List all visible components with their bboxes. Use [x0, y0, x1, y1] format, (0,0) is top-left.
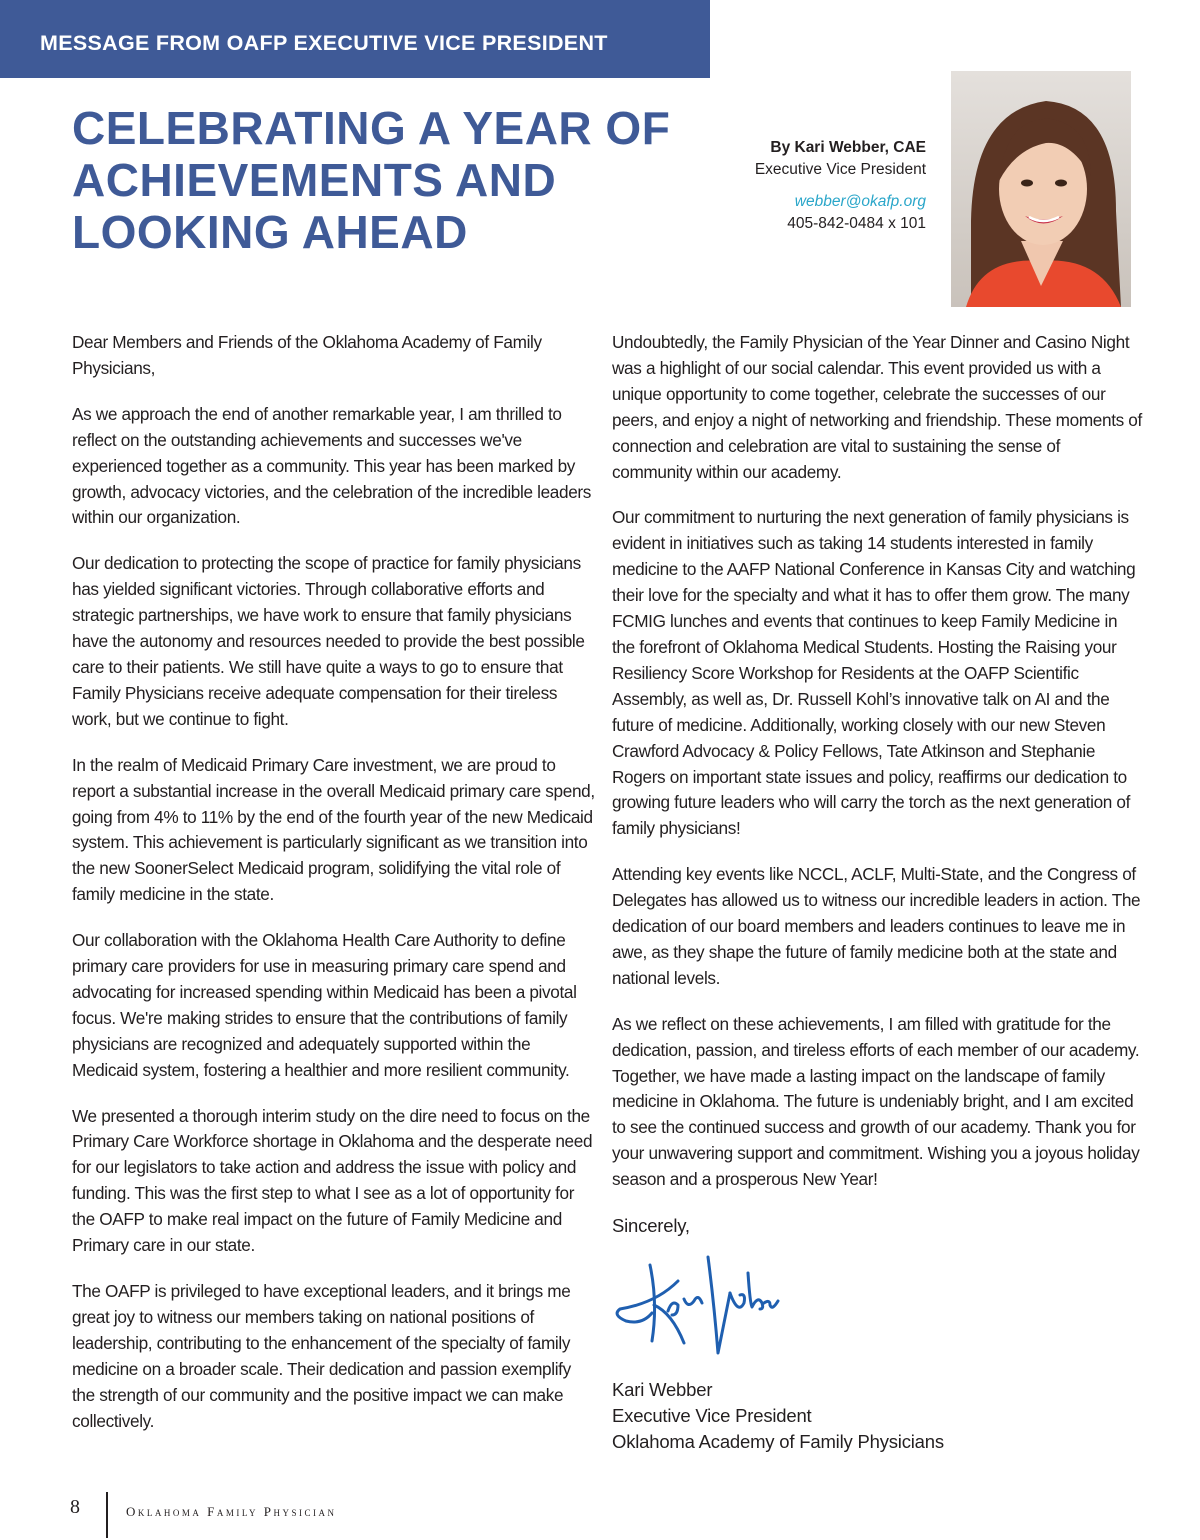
closing-salutation: Sincerely, — [612, 1215, 690, 1237]
publication-name: Oklahoma Family Physician — [126, 1504, 337, 1519]
headline-line: ACHIEVEMENTS AND — [72, 154, 557, 206]
headline-line: LOOKING AHEAD — [72, 206, 468, 258]
article-paragraph: We presented a thorough interim study on the dire need to focus on the Primary Care Workforce shortage in Oklahoma and the desperate need for our legislators to take action and address the issue with policy and funding. This was the first step to what I see as a lot of opportunity for the OAFP to make real impact on the future of Family Medicine and Primary care in our state. — [72, 1105, 593, 1256]
article-paragraph: Our collaboration with the Oklahoma Health Care Authority to define primary care providers for use in measuring primary care spend and advocating for increased spending within Medicaid has been a pivotal focus. We're making strides to ensure that the contributions of family physicians are recognized and adequately supported within the Medicaid system, fostering a healthier and more resilient community. — [72, 930, 577, 1080]
page-number: 8 — [70, 1496, 80, 1518]
handwritten-signature — [612, 1243, 782, 1371]
article-paragraph: Our dedication to protecting the scope of practice for family physicians has yielded significant victories. Through collaborative efforts and strategic partnerships, we have work to ensure that family physicians have the autonomy and resources needed to provide the best possible care to their patients. We still have quite a ways to go to ensure that Family Physicians receive adequate compensation for their tireless work, but we continue to fight. — [72, 553, 585, 729]
signoff-block — [612, 1213, 1142, 1455]
headline-line: CELEBRATING A YEAR OF — [72, 102, 671, 154]
footer-divider — [106, 1492, 108, 1538]
signer-organization: Oklahoma Academy of Family Physicians — [612, 1431, 944, 1453]
author-phone: 405-842-0484 x 101 — [787, 215, 926, 232]
article-paragraph: In the realm of Medicaid Primary Care investment, we are proud to report a substantial increase in the overall Medicaid primary care spend, going from 4% to 11% by the end of the fourth year of the new Medicaid system. This achievement is particularly significant as we transition into the new SoonerSelect Medicaid program, solidifying the vital role of family medicine in the state. — [72, 754, 595, 905]
author-portrait-illustration — [951, 71, 1131, 307]
article-paragraph: As we approach the end of another remarkable year, I am thrilled to reflect on the outstanding achievements and successes we've experienced together as a community. This year has been marked by growth, advocacy victories, and the celebration of the incredible leaders within our organization. — [72, 403, 592, 528]
author-photo — [951, 71, 1131, 307]
article-paragraph: Our commitment to nurturing the next generation of family physicians is evident in initiatives such as taking 14 students interested in family medicine to the AAFP National Conference in Kansas City and watching their love for the specialty and what it has to offer them grow. The many FCMIG lunches and events that continues to keep Family Medicine in the forefront of Oklahoma Medical Students. Hosting the Raising your Resiliency Score Workshop for Residents at the OAFP Scientific Assembly, as well as, Dr. Russell Kohl’s innovative talk on AI and the future of medicine. Additionally, working closely with our new Steven Crawford Advocacy & Policy Fellows, Tate Atkinson and Stephanie Rogers on important state issues and policy, reaffirms our dedication to growing future leaders who will carry the torch as the next generation of family physicians! — [612, 507, 1136, 839]
article-column-right — [612, 330, 1142, 1455]
author-email-link[interactable]: webber@okafp.org — [794, 193, 926, 210]
section-banner — [0, 0, 710, 78]
section-banner-label: MESSAGE FROM OAFP EXECUTIVE VICE PRESIDENT — [40, 31, 608, 55]
article-column-left — [72, 330, 597, 1454]
article-paragraph: Attending key events like NCCL, ACLF, Multi-State, and the Congress of Delegates has allowed us to witness our incredible leaders in action. The dedication of our board members and leaders continues to leave me in awe, as they shape the future of family medicine both at the state and national levels. — [612, 864, 1141, 988]
signature-text: Kari Webber — [612, 1367, 614, 1369]
article-paragraph: Dear Members and Friends of the Oklahoma Academy of Family Physicians, — [72, 332, 542, 378]
author-byline — [626, 137, 926, 235]
article-paragraph: The OAFP is privileged to have exceptional leaders, and it brings me great joy to witness our members taking on national positions of leadership, contributing to the enhancement of the specialty of family medicine on a broader scale. Their dedication and passion exemplify the strength of our community and the positive impact we can make collectively. — [72, 1281, 571, 1431]
author-title: Executive Vice President — [754, 161, 926, 178]
signer-name: Kari Webber — [612, 1379, 713, 1401]
article-paragraph: As we reflect on these achievements, I am filled with gratitude for the dedication, passion, and tireless efforts of each member of our academy. Together, we have made a lasting impact on the landscape of family medicine in Oklahoma. The future is undeniably bright, and I am excited to see the continued success and growth of our academy. Thank you for your unwavering support and commitment. Wishing you a joyous holiday season and a prosperous New Year! — [612, 1013, 1140, 1190]
article-paragraph: Undoubtedly, the Family Physician of the Year Dinner and Casino Night was a highlight of our social calendar. This event provided us with a unique opportunity to come together, celebrate the successes of our peers, and enjoy a night of networking and friendship. These moments of connection and celebration are vital to sustaining the sense of community within our academy. — [612, 332, 1142, 482]
signer-title: Executive Vice President — [612, 1405, 812, 1427]
author-name: By Kari Webber, CAE — [770, 139, 926, 156]
article-headline — [72, 102, 712, 258]
